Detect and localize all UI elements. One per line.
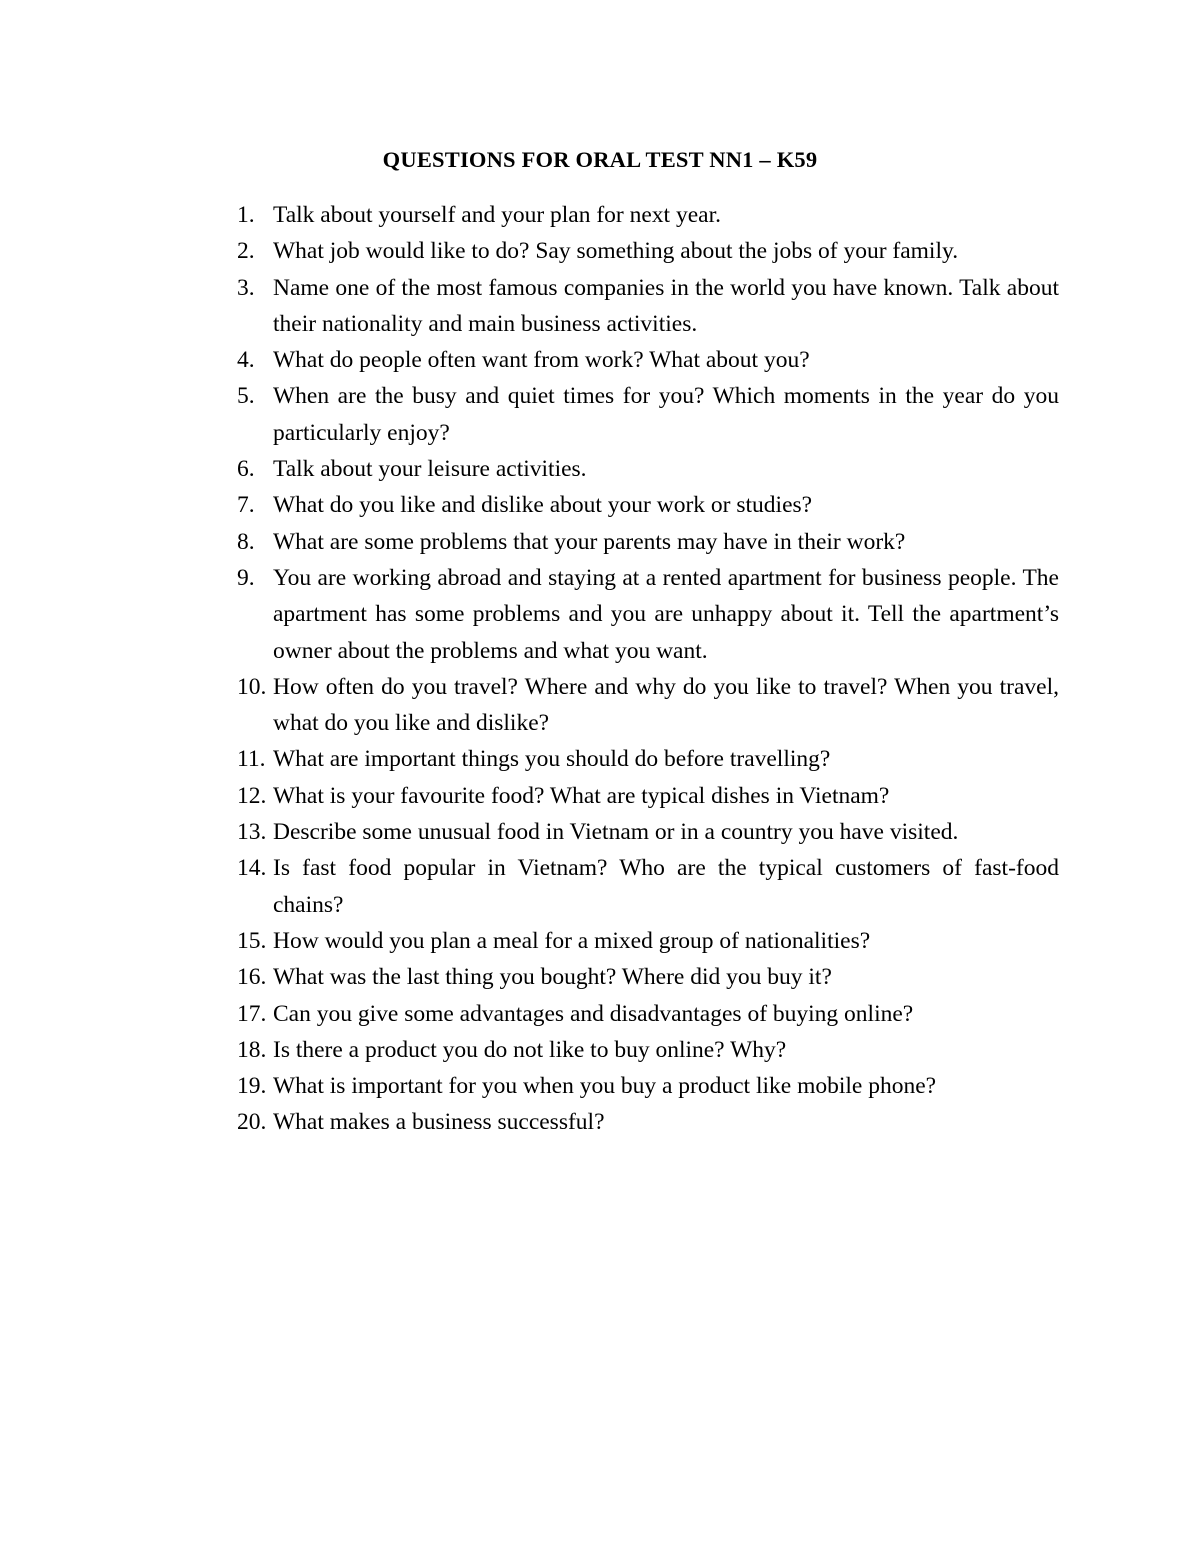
question-number: 18.	[237, 1036, 267, 1063]
question-item	[237, 741, 1059, 777]
question-text: What are important things you should do before travelling?	[273, 746, 831, 773]
question-number: 5.	[237, 383, 255, 410]
question-text: What job would like to do? Say something about the jobs of your family.	[273, 238, 959, 265]
question-item	[237, 451, 1059, 487]
question-number: 10.	[237, 673, 267, 700]
document-title-text: QUESTIONS FOR ORAL TEST NN1 – K59	[382, 147, 818, 172]
question-text: Describe some unusual food in Vietnam or in a country you have visited.	[273, 819, 959, 846]
question-text: Talk about your leisure activities.	[273, 456, 587, 483]
question-number: 6.	[237, 456, 255, 483]
question-text: What are some problems that your parents may have in their work?	[273, 528, 906, 555]
question-text: What makes a business successful?	[273, 1109, 605, 1136]
question-item	[237, 1068, 1059, 1104]
question-text: What was the last thing you bought? Where did you buy it?	[273, 964, 832, 991]
question-number: 11.	[237, 746, 266, 773]
question-item	[237, 378, 1059, 451]
question-item	[237, 233, 1059, 269]
question-number: 16.	[237, 964, 267, 991]
question-text: Is there a product you do not like to buy online? Why?	[273, 1036, 787, 1063]
question-text: Can you give some advantages and disadvantages of buying online?	[273, 1000, 914, 1027]
question-item	[237, 270, 1059, 343]
question-text: You are working abroad and staying at a rented apartment for business people. The apartment has some problems and you are unhappy about it. Tell the apartment’s owner about the problems and what you want.	[273, 564, 1059, 664]
question-number: 2.	[237, 238, 255, 265]
question-number: 1.	[237, 202, 255, 228]
question-item	[237, 560, 1059, 669]
question-number: 7.	[237, 492, 255, 519]
question-number: 13.	[237, 819, 267, 846]
question-item	[237, 923, 1059, 959]
question-number: 9.	[237, 564, 255, 591]
question-text: What is important for you when you buy a product like mobile phone?	[273, 1073, 937, 1100]
question-number: 4.	[237, 347, 255, 374]
question-text: What do people often want from work? What about you?	[273, 347, 810, 374]
question-number: 17.	[237, 1000, 267, 1027]
question-text: How often do you travel? Where and why do you like to travel? When you travel, what do you like and dislike?	[273, 673, 1059, 737]
question-number: 3.	[237, 274, 255, 301]
question-item	[237, 778, 1059, 814]
question-item	[237, 1032, 1059, 1068]
question-item	[237, 669, 1059, 742]
question-item	[237, 996, 1059, 1032]
question-number: 19.	[237, 1073, 267, 1100]
question-text: What is your favourite food? What are typical dishes in Vietnam?	[273, 782, 890, 809]
question-text: When are the busy and quiet times for you? Which moments in the year do you particularly enjoy?	[273, 383, 1059, 446]
question-item	[237, 1104, 1059, 1140]
question-number: 8.	[237, 528, 255, 555]
question-text: Talk about yourself and your plan for next year.	[273, 202, 721, 228]
question-number: 15.	[237, 927, 267, 954]
document-title	[0, 142, 1200, 178]
question-number: 20.	[237, 1109, 267, 1136]
question-text: How would you plan a meal for a mixed group of nationalities?	[273, 927, 871, 954]
question-number: 12.	[237, 782, 267, 809]
question-item	[237, 342, 1059, 378]
question-item	[237, 524, 1059, 560]
question-item	[237, 814, 1059, 850]
question-text: Name one of the most famous companies in the world you have known. Talk about their nationality and main business activities.	[273, 274, 1059, 337]
question-item	[237, 487, 1059, 523]
question-item	[237, 197, 1059, 233]
question-item	[237, 959, 1059, 995]
question-number: 14.	[237, 855, 267, 882]
question-item	[237, 850, 1059, 923]
question-text: Is fast food popular in Vietnam? Who are the typical customers of fast-food chains?	[273, 855, 1059, 918]
question-text: What do you like and dislike about your work or studies?	[273, 492, 813, 519]
question-list	[237, 197, 1059, 1141]
